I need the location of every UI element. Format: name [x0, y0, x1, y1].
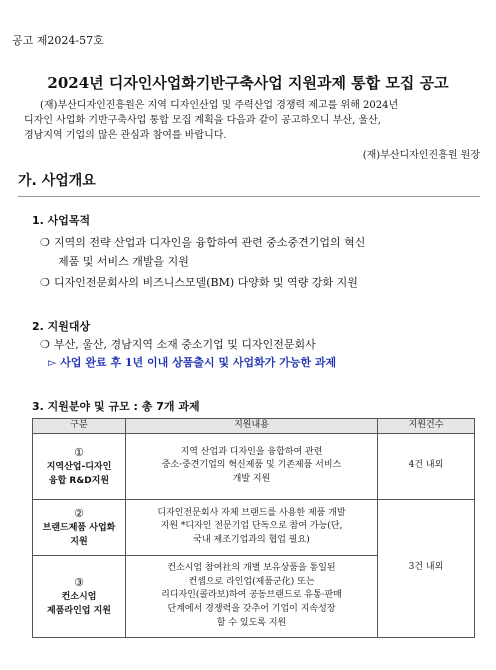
target-item: [40, 336, 316, 352]
content-cell: [126, 499, 378, 555]
section-heading: 가. 사업개요: [18, 173, 96, 189]
column-header-category: 구분: [33, 419, 126, 434]
content-line: 개발 지원: [232, 474, 271, 485]
content-line: 지역 산업과 디자인을 융합하여 관련: [180, 446, 323, 457]
category-line: 브랜드제품 사업화: [42, 523, 116, 534]
purpose-item-1: [40, 234, 365, 250]
table-row: [33, 433, 475, 499]
content-line: 할 수 있도록 지원: [216, 618, 287, 629]
purpose-item-1-cont: 제품 및 서비스 개발을 지원: [58, 255, 189, 268]
column-header-content: 지원내용: [126, 419, 378, 434]
category-line: 지원: [70, 536, 88, 547]
purpose-item-text: 디자인전문회사의 비즈니스모델(BM) 다양화 및 역량 강화 지원: [54, 276, 358, 289]
content-cell: [126, 433, 378, 499]
category-line: 제품라인업 지원: [47, 605, 111, 616]
count-cell: 3건 내외: [378, 499, 475, 637]
category-cell: [33, 555, 126, 637]
content-line: 단계에서 경쟁력을 갖추어 기업이 지속성장: [167, 604, 336, 615]
target-heading: 2. 지원대상: [32, 320, 91, 333]
page-title: 2024년 디자인사업화기반구축사업 지원과제 통합 모집 공고: [47, 74, 449, 92]
table-header-row: [33, 419, 475, 434]
target-item-text: 부산, 울산, 경남지역 소재 중소기업 및 디자인전문회사: [54, 338, 316, 351]
notice-number: 공고 제2024-57호: [12, 34, 104, 47]
content-line: 리디자인(콜라보)하여 공동브랜드로 유통·판매: [161, 590, 342, 601]
category-cell: [33, 433, 126, 499]
category-line: 컨소시엄: [61, 592, 97, 603]
intro-line-2: 디자인 사업화 기반구축사업 통합 모집 계획을 다음과 같이 공고하오니 부산, 울산,: [24, 115, 381, 126]
target-highlight: ▻ 사업 완료 후 1년 이내 상품출시 및 사업화가 가능한 과제: [48, 356, 337, 369]
circle-bullet-icon: ❍: [40, 338, 50, 351]
intro-line-3: 경남지역 기업의 많은 관심과 참여를 바랍니다.: [24, 130, 227, 141]
purpose-heading: 1. 사업목적: [32, 214, 91, 227]
category-line: 융합 R&D지원: [48, 475, 110, 486]
content-line: 디자인전문회사 자체 브랜드를 사용한 제품 개발: [157, 507, 346, 518]
intro-line-1: (재)부산디자인진흥원은 지역 디자인산업 및 주력산업 경쟁력 제고를 위해 2024년: [40, 100, 399, 111]
content-cell: [126, 555, 378, 637]
support-table: [32, 418, 475, 638]
section-divider: [18, 196, 480, 197]
column-header-count: 지원건수: [378, 419, 475, 434]
row-number: ②: [74, 506, 84, 520]
row-number: ①: [74, 445, 84, 459]
table-row: [33, 499, 475, 555]
content-line: 지원 *디자인 전문기업 단독으로 참여 가능(단,: [160, 521, 343, 532]
category-line: 지역산업-디자인: [46, 462, 112, 473]
purpose-item-text: 지역의 전략 산업과 디자인을 융합하여 관련 중소중견기업의 혁신: [54, 236, 366, 249]
content-line: 컨소시엄 참여社의 개별 보유상품을 통일된: [167, 562, 336, 573]
category-cell: [33, 499, 126, 555]
content-line: 컨셉으로 라인업(제품군化) 또는: [188, 576, 315, 587]
scope-heading: 3. 지원분야 및 규모 : 총 7개 과제: [32, 400, 200, 413]
row-number: ③: [74, 575, 84, 589]
content-line: 중소·중견기업의 혁신제품 및 기존제품 서비스: [161, 460, 342, 471]
content-line: 국내 제조기업과의 협업 필요): [193, 535, 310, 546]
purpose-item-2: [40, 274, 358, 290]
circle-bullet-icon: ❍: [40, 236, 50, 249]
signature: (재)부산디자인진흥원 원장: [362, 150, 480, 161]
count-cell: 4건 내외: [378, 433, 475, 499]
circle-bullet-icon: ❍: [40, 276, 50, 289]
